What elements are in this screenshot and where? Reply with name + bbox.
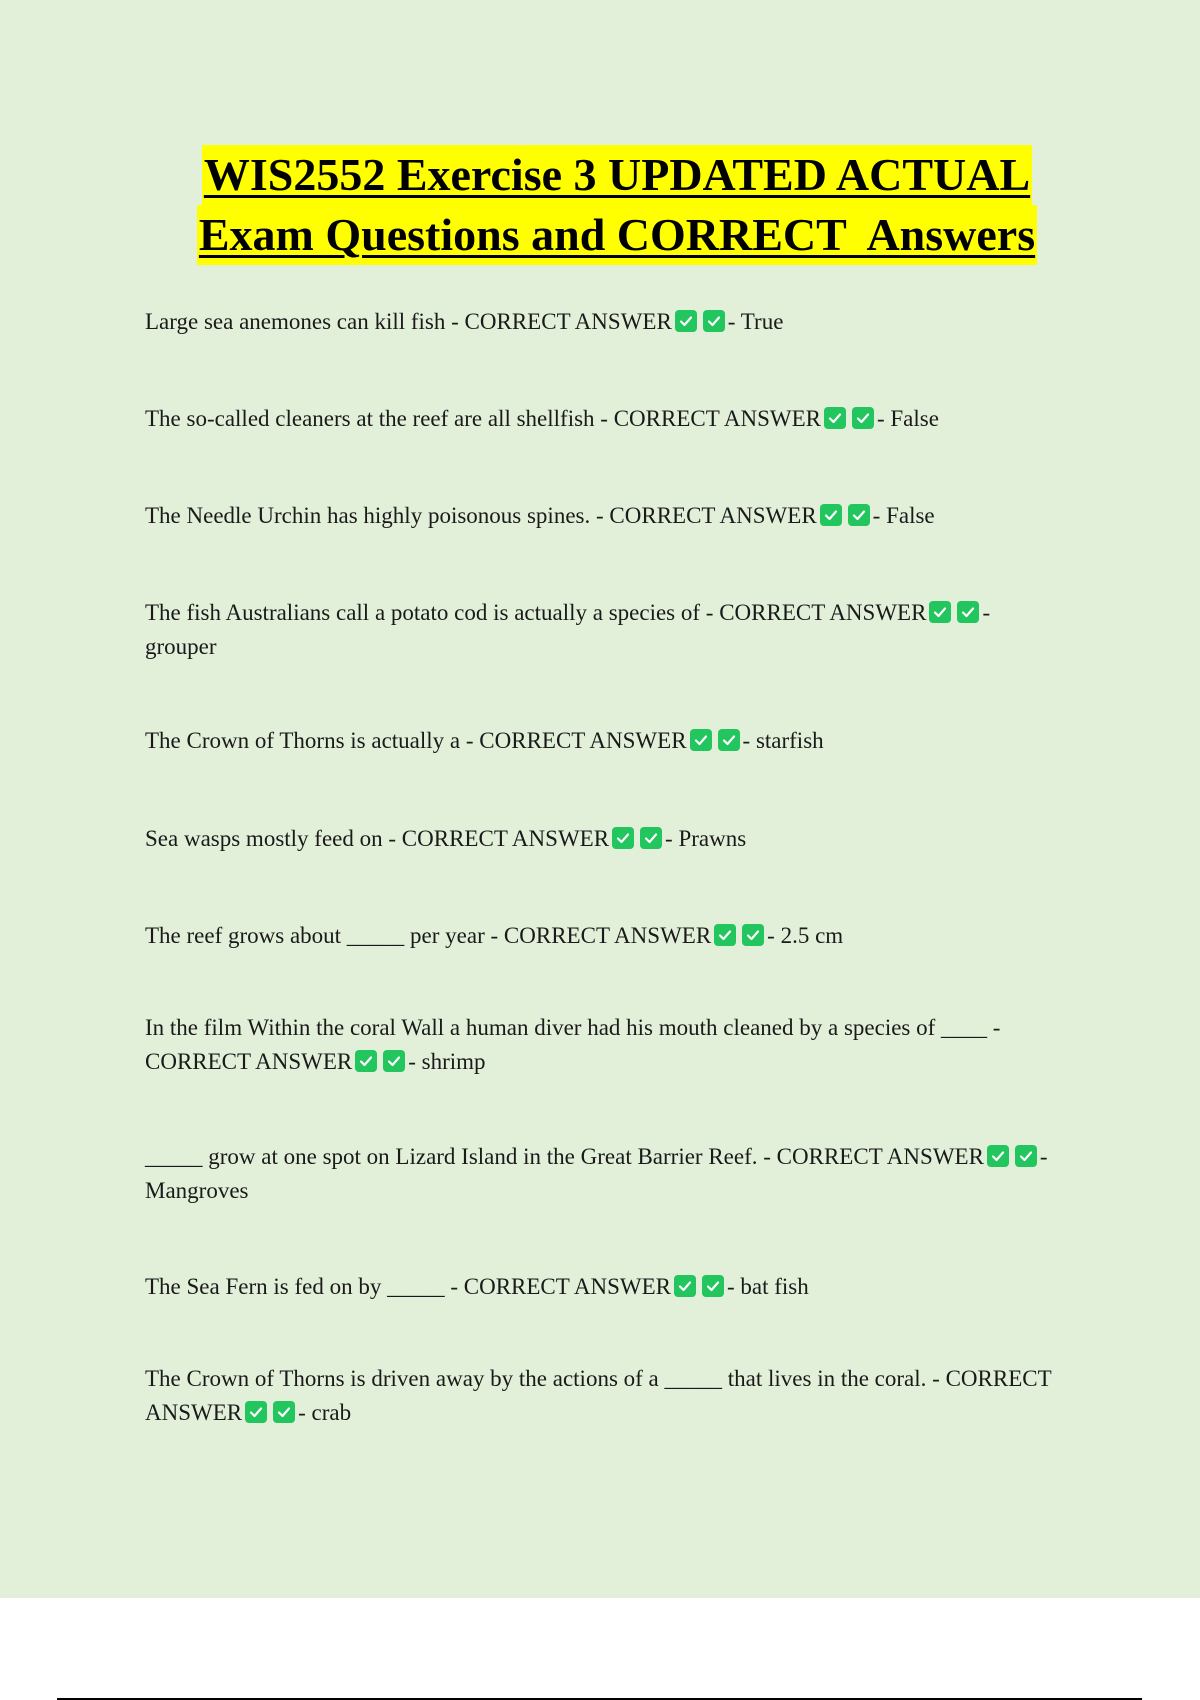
check-square-icon (640, 827, 662, 849)
qa-item (145, 724, 1065, 758)
page-title (0, 145, 1200, 265)
question-text: Large sea anemones can kill fish - (145, 309, 459, 334)
answer-text: - Prawns (665, 826, 747, 851)
correct-answer-marker: CORRECT ANSWER (145, 1049, 353, 1074)
check-square-icon (824, 407, 846, 429)
correct-answer-marker: CORRECT ANSWER (609, 503, 817, 528)
correct-answer-marker: CORRECT ANSWER (613, 406, 821, 431)
check-square-icon (355, 1050, 377, 1072)
qa-item (145, 1270, 1065, 1304)
check-square-icon (718, 729, 740, 751)
qa-item (145, 919, 1065, 953)
correct-answer-marker: CORRECT ANSWER (776, 1144, 984, 1169)
check-square-icon (675, 310, 697, 332)
answer-text: - 2.5 cm (767, 923, 844, 948)
check-square-icon (742, 924, 764, 946)
qa-item (145, 305, 1065, 339)
question-text: _____ grow at one spot on Lizard Island in the Great Barrier Reef. - (145, 1144, 771, 1169)
question-text: Sea wasps mostly feed on - (145, 826, 397, 851)
correct-answer-marker: CORRECT ANSWER (463, 1274, 671, 1299)
correct-answer-marker: CORRECT ANSWER (503, 923, 712, 948)
check-square-icon (690, 729, 712, 751)
answer-text: - shrimp (408, 1049, 486, 1074)
check-square-icon (245, 1401, 267, 1423)
answer-text: - grouper (145, 600, 991, 659)
correct-answer-marker: CORRECT ANSWER (464, 309, 672, 334)
check-square-icon (273, 1401, 295, 1423)
qa-item (145, 1362, 1065, 1430)
correct-answer-marker: CORRECT ANSWER (479, 728, 687, 753)
answer-text: - starfish (742, 728, 824, 753)
check-square-icon (929, 601, 951, 623)
answer-text: - bat fish (727, 1274, 809, 1299)
question-text: The Needle Urchin has highly poisonous spines. - (145, 503, 604, 528)
check-square-icon (820, 504, 842, 526)
title-line-1: WIS2552 Exercise 3 UPDATED ACTUAL (202, 145, 1032, 205)
answer-text: - False (872, 503, 935, 528)
correct-answer-marker: CORRECT ANSWER (719, 600, 927, 625)
qa-item (145, 1140, 1065, 1208)
correct-answer-marker: CORRECT ANSWER (145, 1366, 1052, 1425)
check-square-icon (957, 601, 979, 623)
question-text: The fish Australians call a potato cod is actually a species of - (145, 600, 714, 625)
answer-text: - True (727, 309, 784, 334)
question-text: The Sea Fern is fed on by _____ - (145, 1274, 458, 1299)
check-square-icon (674, 1275, 696, 1297)
answer-text: - crab (298, 1400, 352, 1425)
check-square-icon (1015, 1145, 1037, 1167)
qa-item (145, 822, 1065, 856)
check-square-icon (703, 310, 725, 332)
correct-answer-marker: CORRECT ANSWER (401, 826, 610, 851)
check-square-icon (987, 1145, 1009, 1167)
qa-item (145, 1011, 1065, 1079)
qa-item (145, 499, 1065, 533)
question-text: The reef grows about _____ per year - (145, 923, 499, 948)
question-text: The Crown of Thorns is driven away by the actions of a _____ that lives in the coral. - (145, 1366, 940, 1391)
qa-item (145, 596, 1065, 664)
title-line-2: Exam Questions and CORRECT Answers (197, 205, 1037, 265)
question-text: In the film Within the coral Wall a human diver had his mouth cleaned by a species of ____ - (145, 1015, 1001, 1040)
check-square-icon (852, 407, 874, 429)
check-square-icon (848, 504, 870, 526)
check-square-icon (702, 1275, 724, 1297)
check-square-icon (714, 924, 736, 946)
check-square-icon (612, 827, 634, 849)
question-text: The Crown of Thorns is actually a - (145, 728, 474, 753)
question-text: The so-called cleaners at the reef are all shellfish - (145, 406, 608, 431)
answer-text: - Mangroves (145, 1144, 1048, 1203)
check-square-icon (383, 1050, 405, 1072)
answer-text: - False (876, 406, 939, 431)
qa-item (145, 402, 1065, 436)
